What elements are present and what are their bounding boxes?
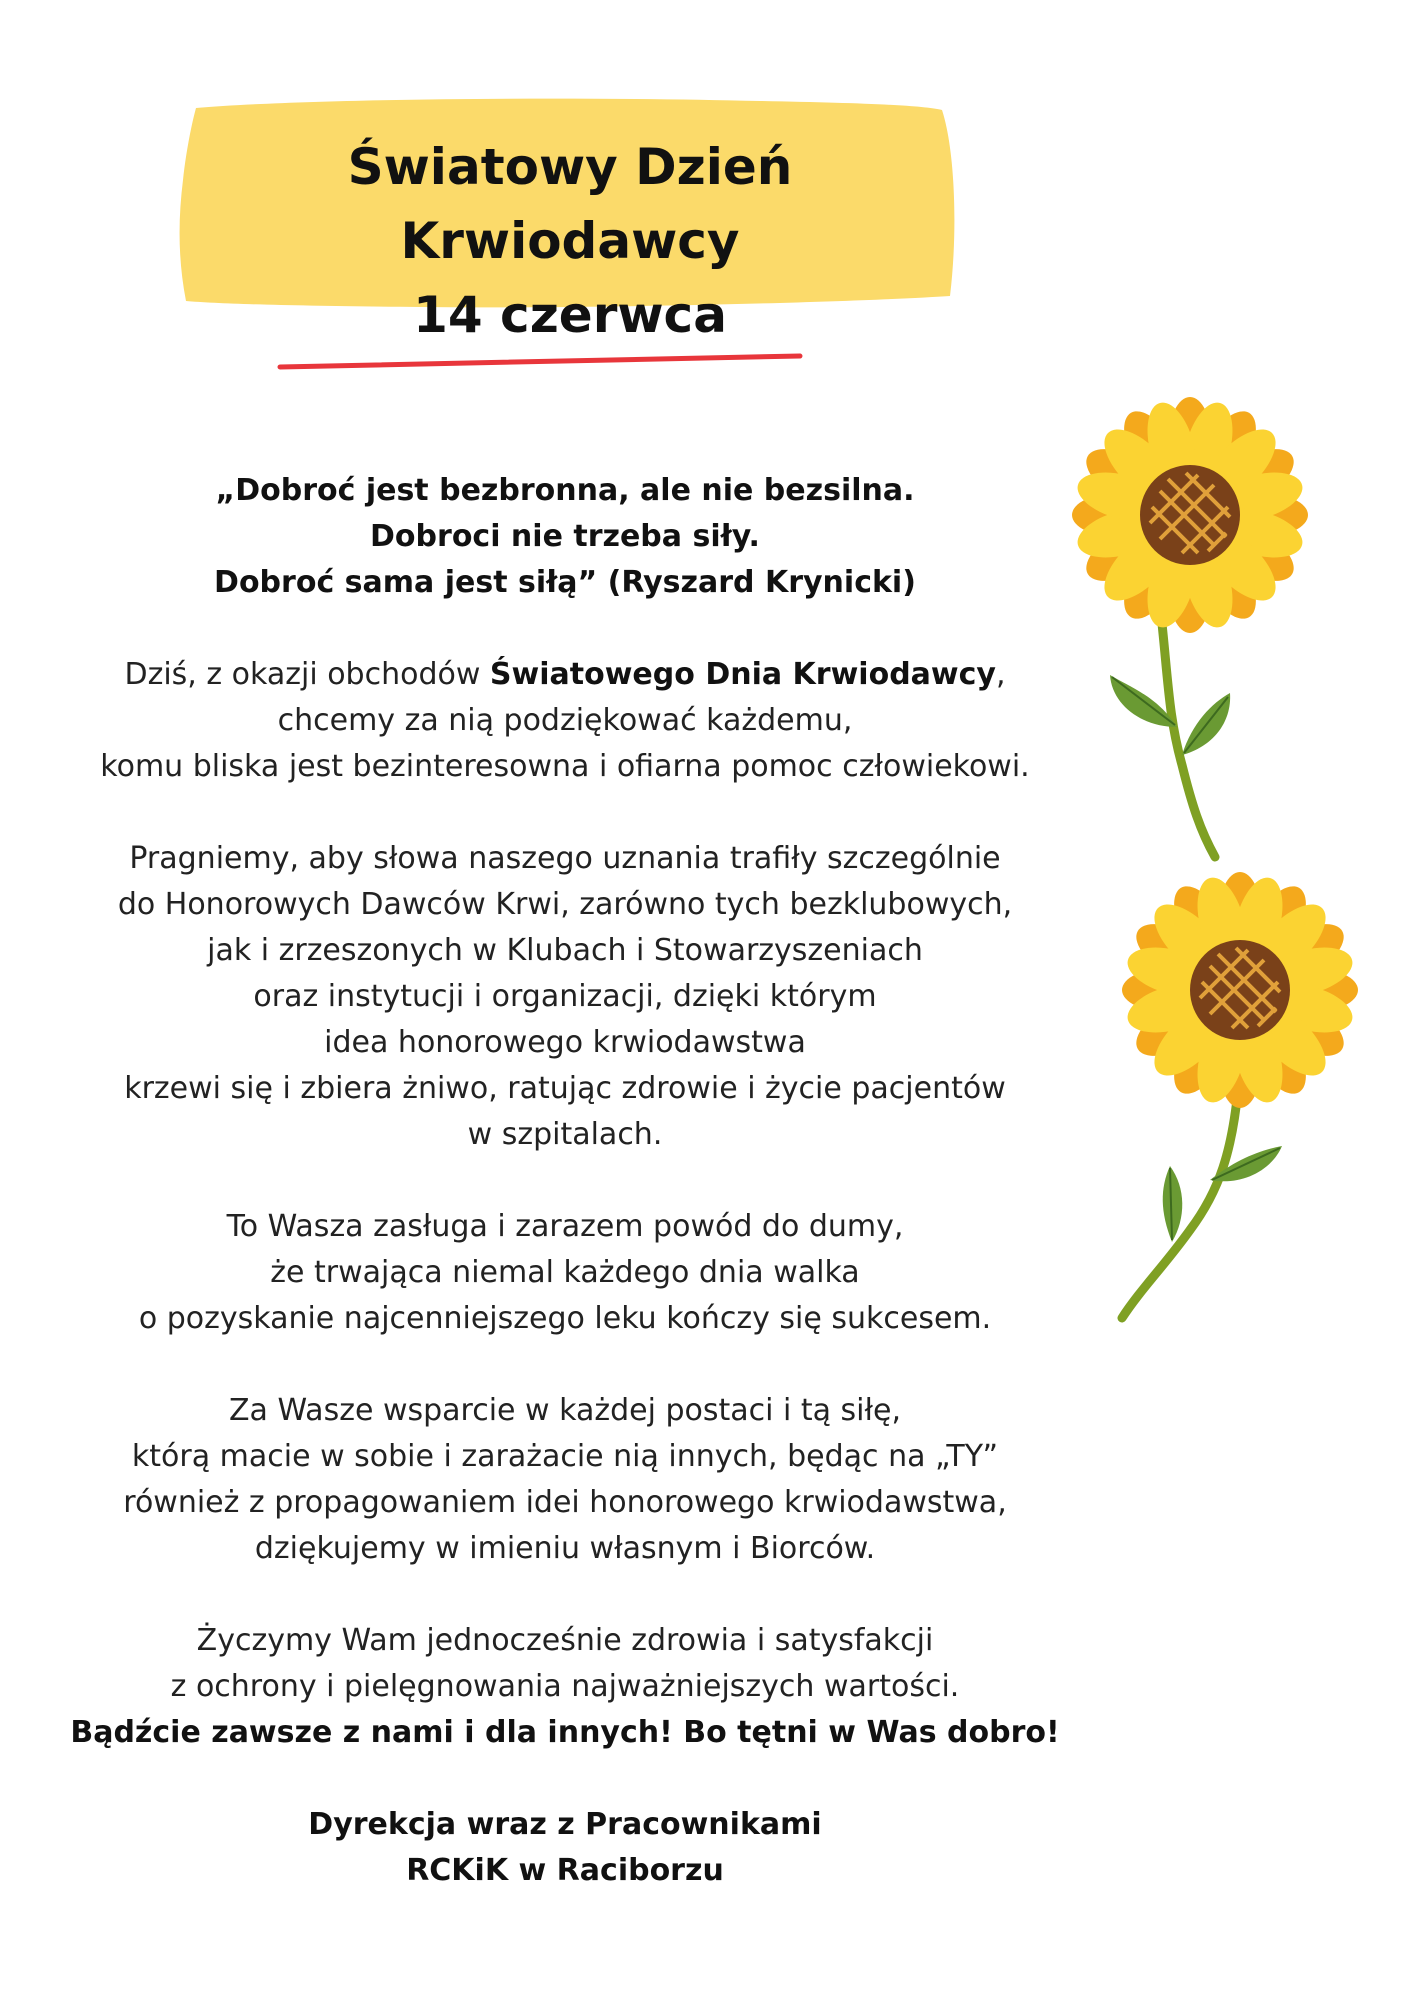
- paragraph-line: o pozyskanie najcenniejszego leku kończy się sukcesem.: [138, 1301, 992, 1336]
- paragraph-line: Pragniemy, aby słowa naszego uznania trafiły szczególnie: [129, 841, 1001, 876]
- paragraph-thanks: [60, 652, 1070, 790]
- paragraph-line: którą macie w sobie i zarażacie nią innych, będąc na „TY”: [131, 1439, 999, 1474]
- paragraph-line: jak i zrzeszonych w Klubach i Stowarzyszeniach: [207, 933, 923, 968]
- paragraph-line: chcemy za nią podziękować każdemu,: [277, 703, 853, 738]
- emphasis-text: Światowego Dnia Krwiodawcy: [489, 657, 996, 692]
- paragraph-line: w szpitalach.: [467, 1117, 663, 1152]
- letter-body: [60, 468, 1070, 1940]
- title-line-1: Światowy Dzień Krwiodawcy: [347, 138, 793, 270]
- signature-line: Dyrekcja wraz z Pracownikami: [308, 1807, 822, 1842]
- sunflower-icon: [1060, 850, 1360, 1330]
- paragraph-line: Za Wasze wsparcie w każdej postaci i tą siłę,: [228, 1393, 902, 1428]
- quote-line: Dobroć sama jest siłą” (Ryszard Krynicki): [214, 565, 916, 600]
- quote-block: [60, 468, 1070, 606]
- closing-slogan: Bądźcie zawsze z nami i dla innych! Bo tętni w Was dobro!: [70, 1715, 1060, 1750]
- paragraph-line: dziękujemy w imieniu własnym i Biorców.: [254, 1531, 876, 1566]
- title-line-2: 14 czerwca: [413, 286, 727, 344]
- quote-line: „Dobroć jest bezbronna, ale nie bezsilna.: [215, 473, 915, 508]
- paragraph-donors: [60, 836, 1070, 1158]
- paragraph-line: [60, 652, 1070, 698]
- signature-line: RCKiK w Raciborzu: [406, 1853, 724, 1888]
- text-segment: ,: [995, 657, 1006, 692]
- paragraph-line: To Wasza zasługa i zarazem powód do dumy,: [226, 1209, 904, 1244]
- paragraph-line: komu bliska jest bezinteresowna i ofiarna pomoc człowiekowi.: [100, 749, 1030, 784]
- paragraph-line: Życzymy Wam jednocześnie zdrowia i satysfakcji: [196, 1623, 934, 1658]
- signature: [60, 1802, 1070, 1894]
- paragraph-line: również z propagowaniem idei honorowego krwiodawstwa,: [123, 1485, 1007, 1520]
- paragraph-line: idea honorowego krwiodawstwa: [324, 1025, 806, 1060]
- sunflower-icon: [1050, 375, 1350, 865]
- quote-line: Dobroci nie trzeba siły.: [370, 519, 760, 554]
- paragraph-line: że trwająca niemal każdego dnia walka: [270, 1255, 860, 1290]
- paragraph-line: do Honorowych Dawców Krwi, zarówno tych bezklubowych,: [117, 887, 1013, 922]
- paragraph-merit: [60, 1204, 1070, 1342]
- red-divider: [0, 0, 1414, 400]
- paragraph-support: [60, 1388, 1070, 1572]
- paragraph-line: krzewi się i zbiera żniwo, ratując zdrowie i życie pacjentów: [124, 1071, 1006, 1106]
- text-segment: Dziś, z okazji obchodów: [124, 657, 490, 692]
- paragraph-line: z ochrony i pielęgnowania najważniejszych wartości.: [170, 1669, 960, 1704]
- paragraph-wishes: [60, 1618, 1070, 1756]
- paragraph-line: oraz instytucji i organizacji, dzięki którym: [253, 979, 877, 1014]
